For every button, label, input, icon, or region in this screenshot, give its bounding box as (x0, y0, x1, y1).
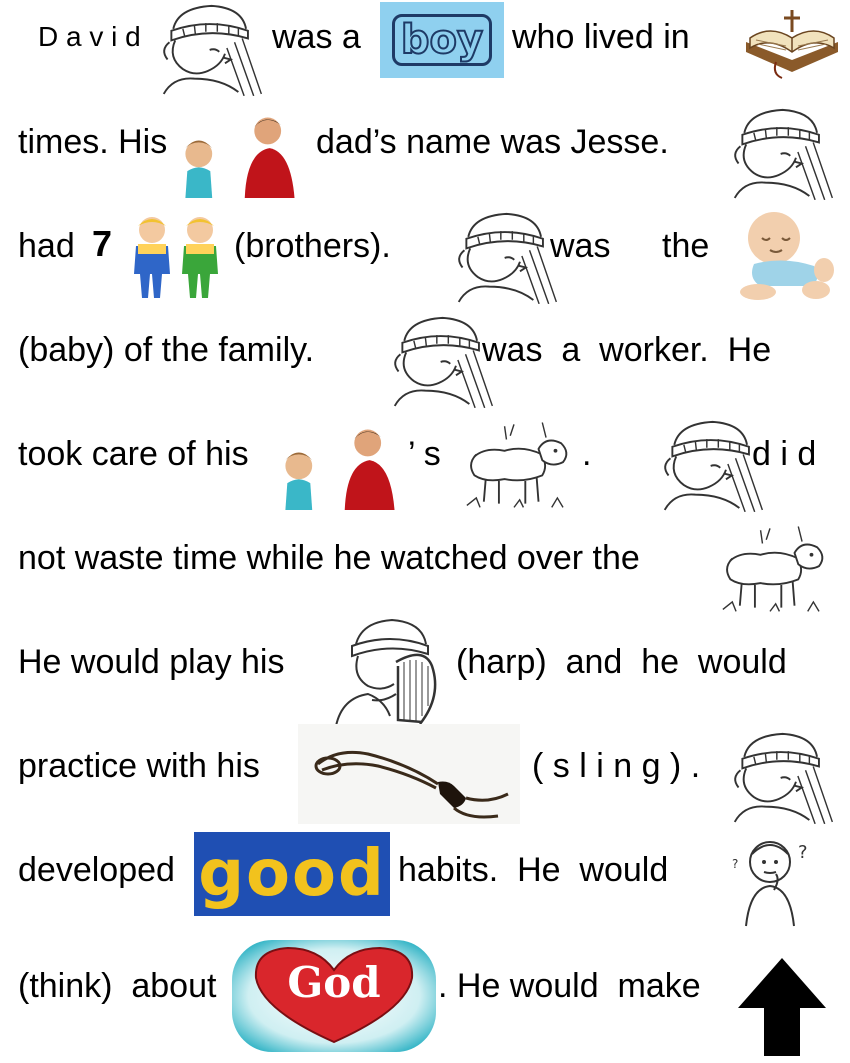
line3-text-a: had (18, 227, 75, 265)
god-word-label: God (287, 958, 381, 1007)
sling-icon (298, 724, 520, 824)
thinking-boy-icon (724, 832, 820, 928)
line10-text-b: . He would make (438, 967, 701, 1005)
line10-text-a: (think) about (18, 967, 217, 1005)
line1-text-b: was a (272, 18, 361, 56)
story-line-5 (0, 416, 850, 512)
line3-text-c: was (550, 227, 611, 265)
line3-text-b: (brothers). (234, 227, 391, 265)
line4-text-b: was a worker. He (482, 331, 772, 369)
david-icon (135, 0, 269, 96)
david-icon (430, 208, 564, 304)
sheep-icon (704, 520, 836, 616)
sheep-icon (448, 416, 580, 512)
line9-text-a: developed (18, 851, 175, 889)
line1-text-a: D a v i d (38, 21, 141, 52)
line5-text-a: took care of his (18, 435, 249, 473)
line5-text-b: ’ s (408, 435, 441, 473)
boy-word-label: boy (392, 14, 492, 66)
line3-text-d: the (662, 227, 710, 265)
story-line-10 (0, 936, 850, 1063)
line7-text-a: He would play his (18, 643, 285, 681)
line2-text-a: times. His (18, 123, 168, 161)
harp-icon (312, 616, 454, 728)
david-icon (706, 104, 840, 200)
father-son-icon (172, 104, 306, 200)
story-line-3 (0, 208, 850, 304)
story-line-8 (0, 728, 850, 824)
god-heart-icon (232, 940, 436, 1052)
father-son-icon (272, 416, 406, 512)
story-line-7 (0, 624, 850, 720)
good-word-label: good (198, 837, 386, 911)
line7-text-b: (harp) and he would (456, 643, 787, 681)
line3-number: 7 (92, 223, 113, 264)
story-line-1 (0, 0, 850, 96)
david-icon (636, 416, 770, 512)
line5-text-c: . (582, 435, 592, 473)
line2-text-b: dad’s name was Jesse. (316, 123, 669, 161)
baby-icon (724, 208, 840, 304)
svg-text:?: ? (732, 857, 739, 871)
line9-text-b: habits. He would (398, 851, 669, 889)
svg-text:?: ? (798, 842, 808, 863)
line8-text-b: ( s l i n g ) . (532, 747, 701, 785)
up-arrow-icon (734, 956, 830, 1056)
bible-icon (742, 2, 842, 82)
david-icon (366, 312, 500, 408)
line8-text-a: practice with his (18, 747, 260, 785)
good-word-icon (194, 832, 390, 916)
line1-text-c: who lived in (512, 18, 690, 56)
story-line-4 (0, 312, 850, 408)
david-icon (706, 728, 840, 824)
story-line-6 (0, 520, 850, 616)
line6-text-a: not waste time while he watched over the (18, 539, 640, 577)
story-line-9 (0, 832, 850, 928)
brothers-icon (124, 212, 228, 300)
line4-text-a: (baby) of the family. (18, 331, 315, 369)
story-line-2 (0, 104, 850, 200)
boy-word-icon (380, 2, 504, 78)
line5-text-d: d i d (752, 435, 817, 473)
